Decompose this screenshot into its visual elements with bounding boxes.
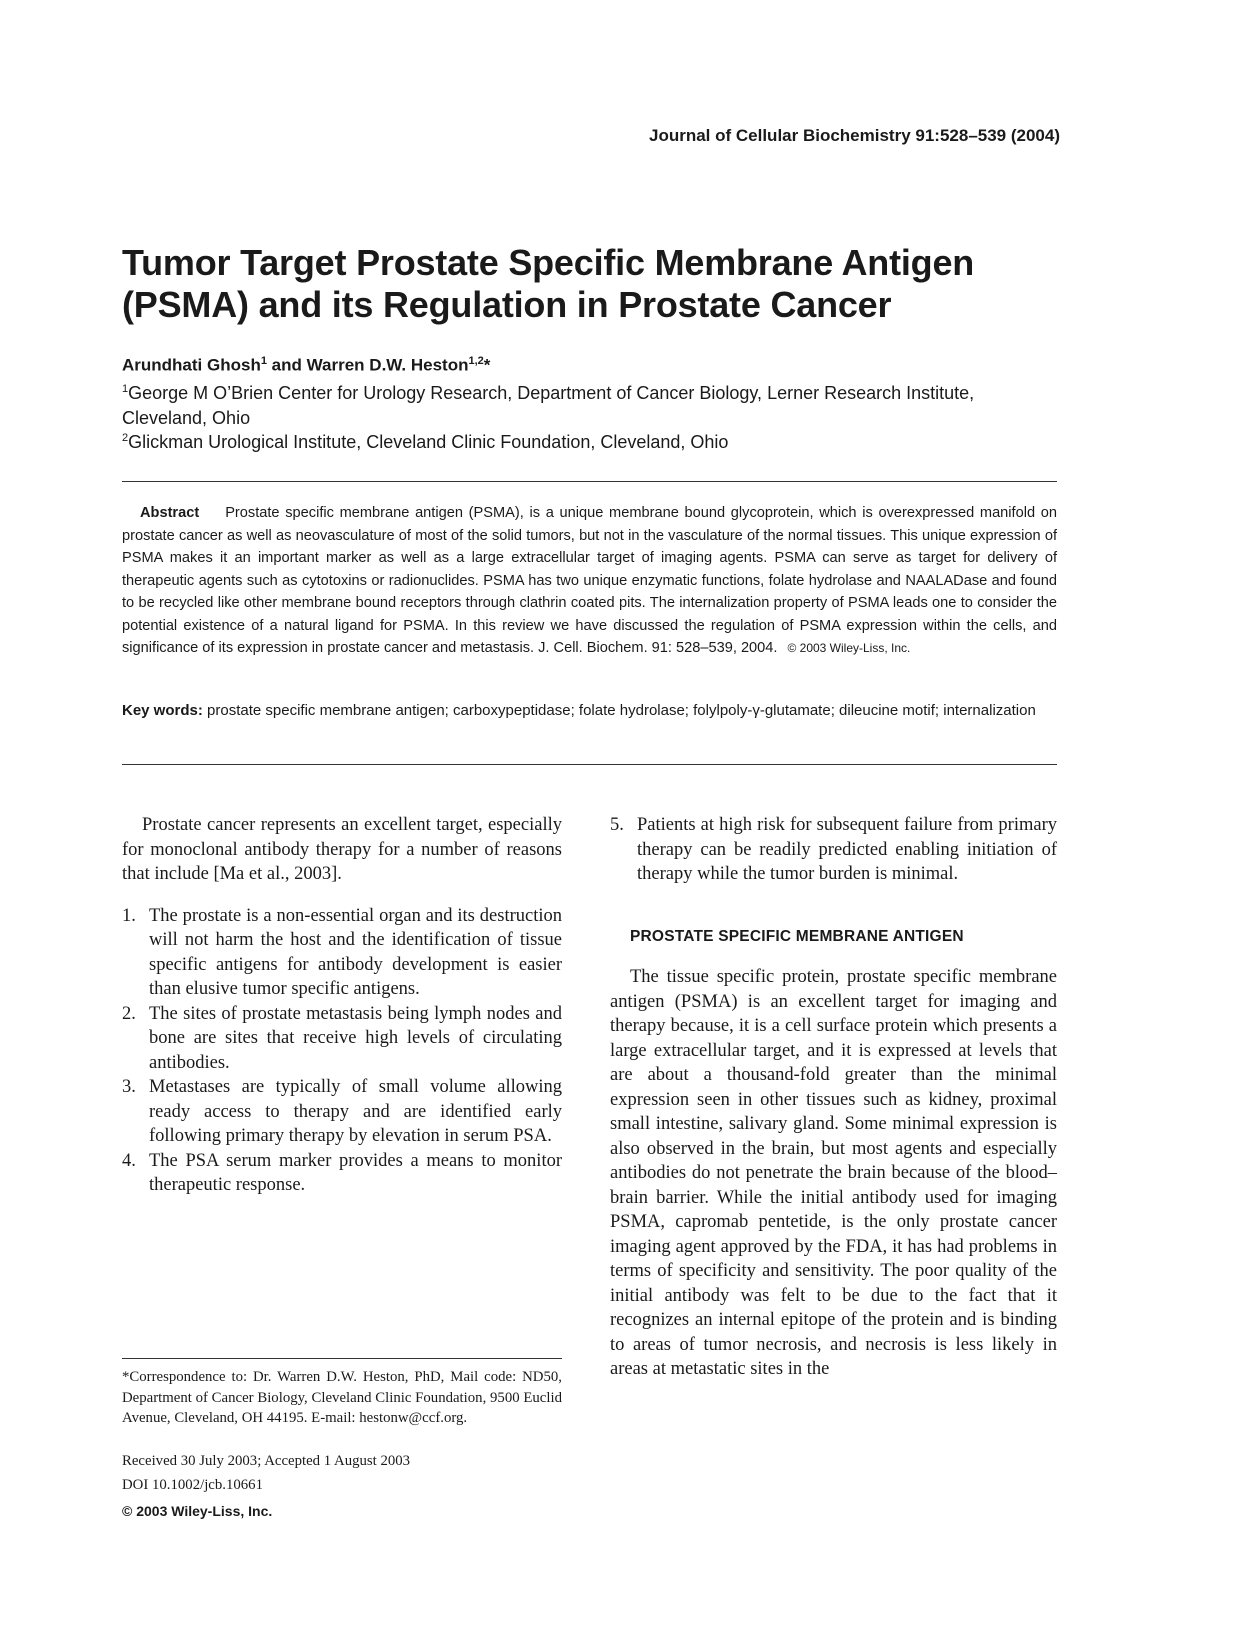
left-column (122, 813, 562, 1198)
right-column (610, 813, 1057, 1382)
abstract-label: Abstract (140, 505, 200, 521)
list-item (122, 904, 562, 1002)
affiliation-marker: 1,2 (468, 355, 484, 367)
list-number: 4. (122, 1150, 136, 1171)
received-dates: Received 30 July 2003; Accepted 1 August 2003 (122, 1453, 411, 1469)
list-text: The PSA serum marker provides a means to monitor therapeutic response. (149, 1150, 562, 1195)
author-name: Warren D.W. Heston (306, 355, 469, 375)
affiliation-marker: 1 (260, 355, 267, 367)
list-item (122, 1075, 562, 1149)
reasons-list-continued (610, 813, 1057, 887)
affiliation-1 (122, 377, 1062, 431)
list-text: Patients at high risk for subsequent failure from primary therapy can be readily predicted enabling initiation of therapy while the tumor burden is minimal. (637, 815, 1057, 884)
footnote-divider (122, 1358, 562, 1359)
affiliation-2 (122, 426, 1062, 455)
list-text: The prostate is a non-essential organ and its destruction will not harm the host and the identification of tissue specific antigens for antibody development is easier than elusive tumor specific antigens. (149, 905, 562, 999)
list-text: Metastases are typically of small volume allowing ready access to therapy and are identified early following primary therapy by elevation in serum PSA. (149, 1077, 562, 1146)
list-item (122, 1002, 562, 1076)
abstract-text: Prostate specific membrane antigen (PSMA), is a unique membrane bound glycoprotein, which is overexpressed manifold on prostate cancer as well as neovasculature of most of the solid tumors, but not in the vasculature of the normal tissues. This unique expression of PSMA makes it an important marker as well as a large extracellular target of imaging agents. PSMA can serve as target for delivery of therapeutic agents such as cytotoxins or radionuclides. PSMA has two unique enzymatic functions, folate hydrolase and NAALADase and found to be recycled like other membrane bound receptors through clathrin coated pits. The internalization property of PSMA leads one to consider the potential existence of a natural ligand for PSMA. In this review we have discussed the regulation of PSMA expression within the cells, and significance of its expression in prostate cancer and metastasis. J. Cell. Biochem. 91: 528–539, 2004. (122, 505, 1057, 656)
divider-top (122, 481, 1057, 482)
affiliation-number: 2 (122, 432, 129, 444)
abstract (122, 502, 1057, 660)
corresponding-author-marker: * (483, 355, 491, 375)
doi: DOI 10.1002/jcb.10661 (122, 1477, 263, 1493)
list-text: The sites of prostate metastasis being lymph nodes and bone are sites that receive high levels of circulating antibodies. (149, 1003, 562, 1073)
affiliation-text: Glickman Urological Institute, Cleveland Clinic Foundation, Cleveland, Ohio (128, 432, 729, 452)
keywords-label: Key words: (122, 702, 203, 719)
reasons-list (122, 904, 562, 1198)
keywords (122, 700, 1057, 722)
affiliation-number: 1 (122, 383, 129, 395)
list-number: 5. (610, 815, 624, 835)
divider-bottom (122, 764, 1057, 765)
journal-citation: Journal of Cellular Biochemistry 91:528–539 (2004) (648, 126, 1060, 145)
author-name: Arundhati Ghosh (122, 355, 261, 375)
affiliation-text: George M O’Brien Center for Urology Research, Department of Cancer Biology, Lerner Research Institute, Cleveland, Ohio (122, 383, 975, 428)
intro-paragraph: Prostate cancer represents an excellent target, especially for monoclonal antibody therapy for a number of reasons that include [Ma et al., 2003]. (122, 815, 562, 884)
author-conjunction: and (266, 355, 307, 375)
abstract-copyright: © 2003 Wiley-Liss, Inc. (787, 641, 911, 655)
list-number: 2. (122, 1003, 136, 1024)
section-heading: PROSTATE SPECIFIC MEMBRANE ANTIGEN (630, 927, 964, 945)
author-line (122, 355, 490, 376)
paper-title: Tumor Target Prostate Specific Membrane Antigen (PSMA) and its Regulation in Prostate Cancer (122, 242, 975, 325)
copyright-notice: © 2003 Wiley-Liss, Inc. (122, 1503, 273, 1519)
list-item (610, 813, 1057, 887)
section-paragraph: The tissue specific protein, prostate specific membrane antigen (PSMA) is an excellent target for imaging and therapy because, it is a cell surface protein which presents a large extracellular target, and it is expressed at levels that are about a thousand-fold greater than the minimal expression seen in other tissues such as kidney, proximal small intestine, salivary gland. Some minimal expression is also observed in the brain, but most agents and especially antibodies do not penetrate the brain because of the blood–brain barrier. While the initial antibody used for imaging PSMA, capromab pentetide, is the only prostate cancer imaging agent approved by the FDA, it has had problems in terms of specificity and sensitivity. The poor quality of the initial antibody was felt to be due to the fact that it recognizes an internal epitope of the protein and is binding to areas of tumor necrosis, and necrosis is less likely in areas at metastatic sites in the (610, 967, 1057, 1379)
list-item (122, 1149, 562, 1198)
correspondence-footnote: *Correspondence to: Dr. Warren D.W. Heston, PhD, Mail code: ND50, Department of Cancer Biology, Cleveland Clinic Foundation, 9500 Euclid Avenue, Cleveland, OH 44195. E-mail: hestonw@ccf.org. (122, 1369, 562, 1426)
keywords-text: prostate specific membrane antigen; carboxypeptidase; folate hydrolase; folylpoly-γ-glutamate; dileucine motif; internalization (207, 702, 1036, 719)
list-number: 1. (122, 905, 136, 926)
list-number: 3. (122, 1077, 136, 1097)
